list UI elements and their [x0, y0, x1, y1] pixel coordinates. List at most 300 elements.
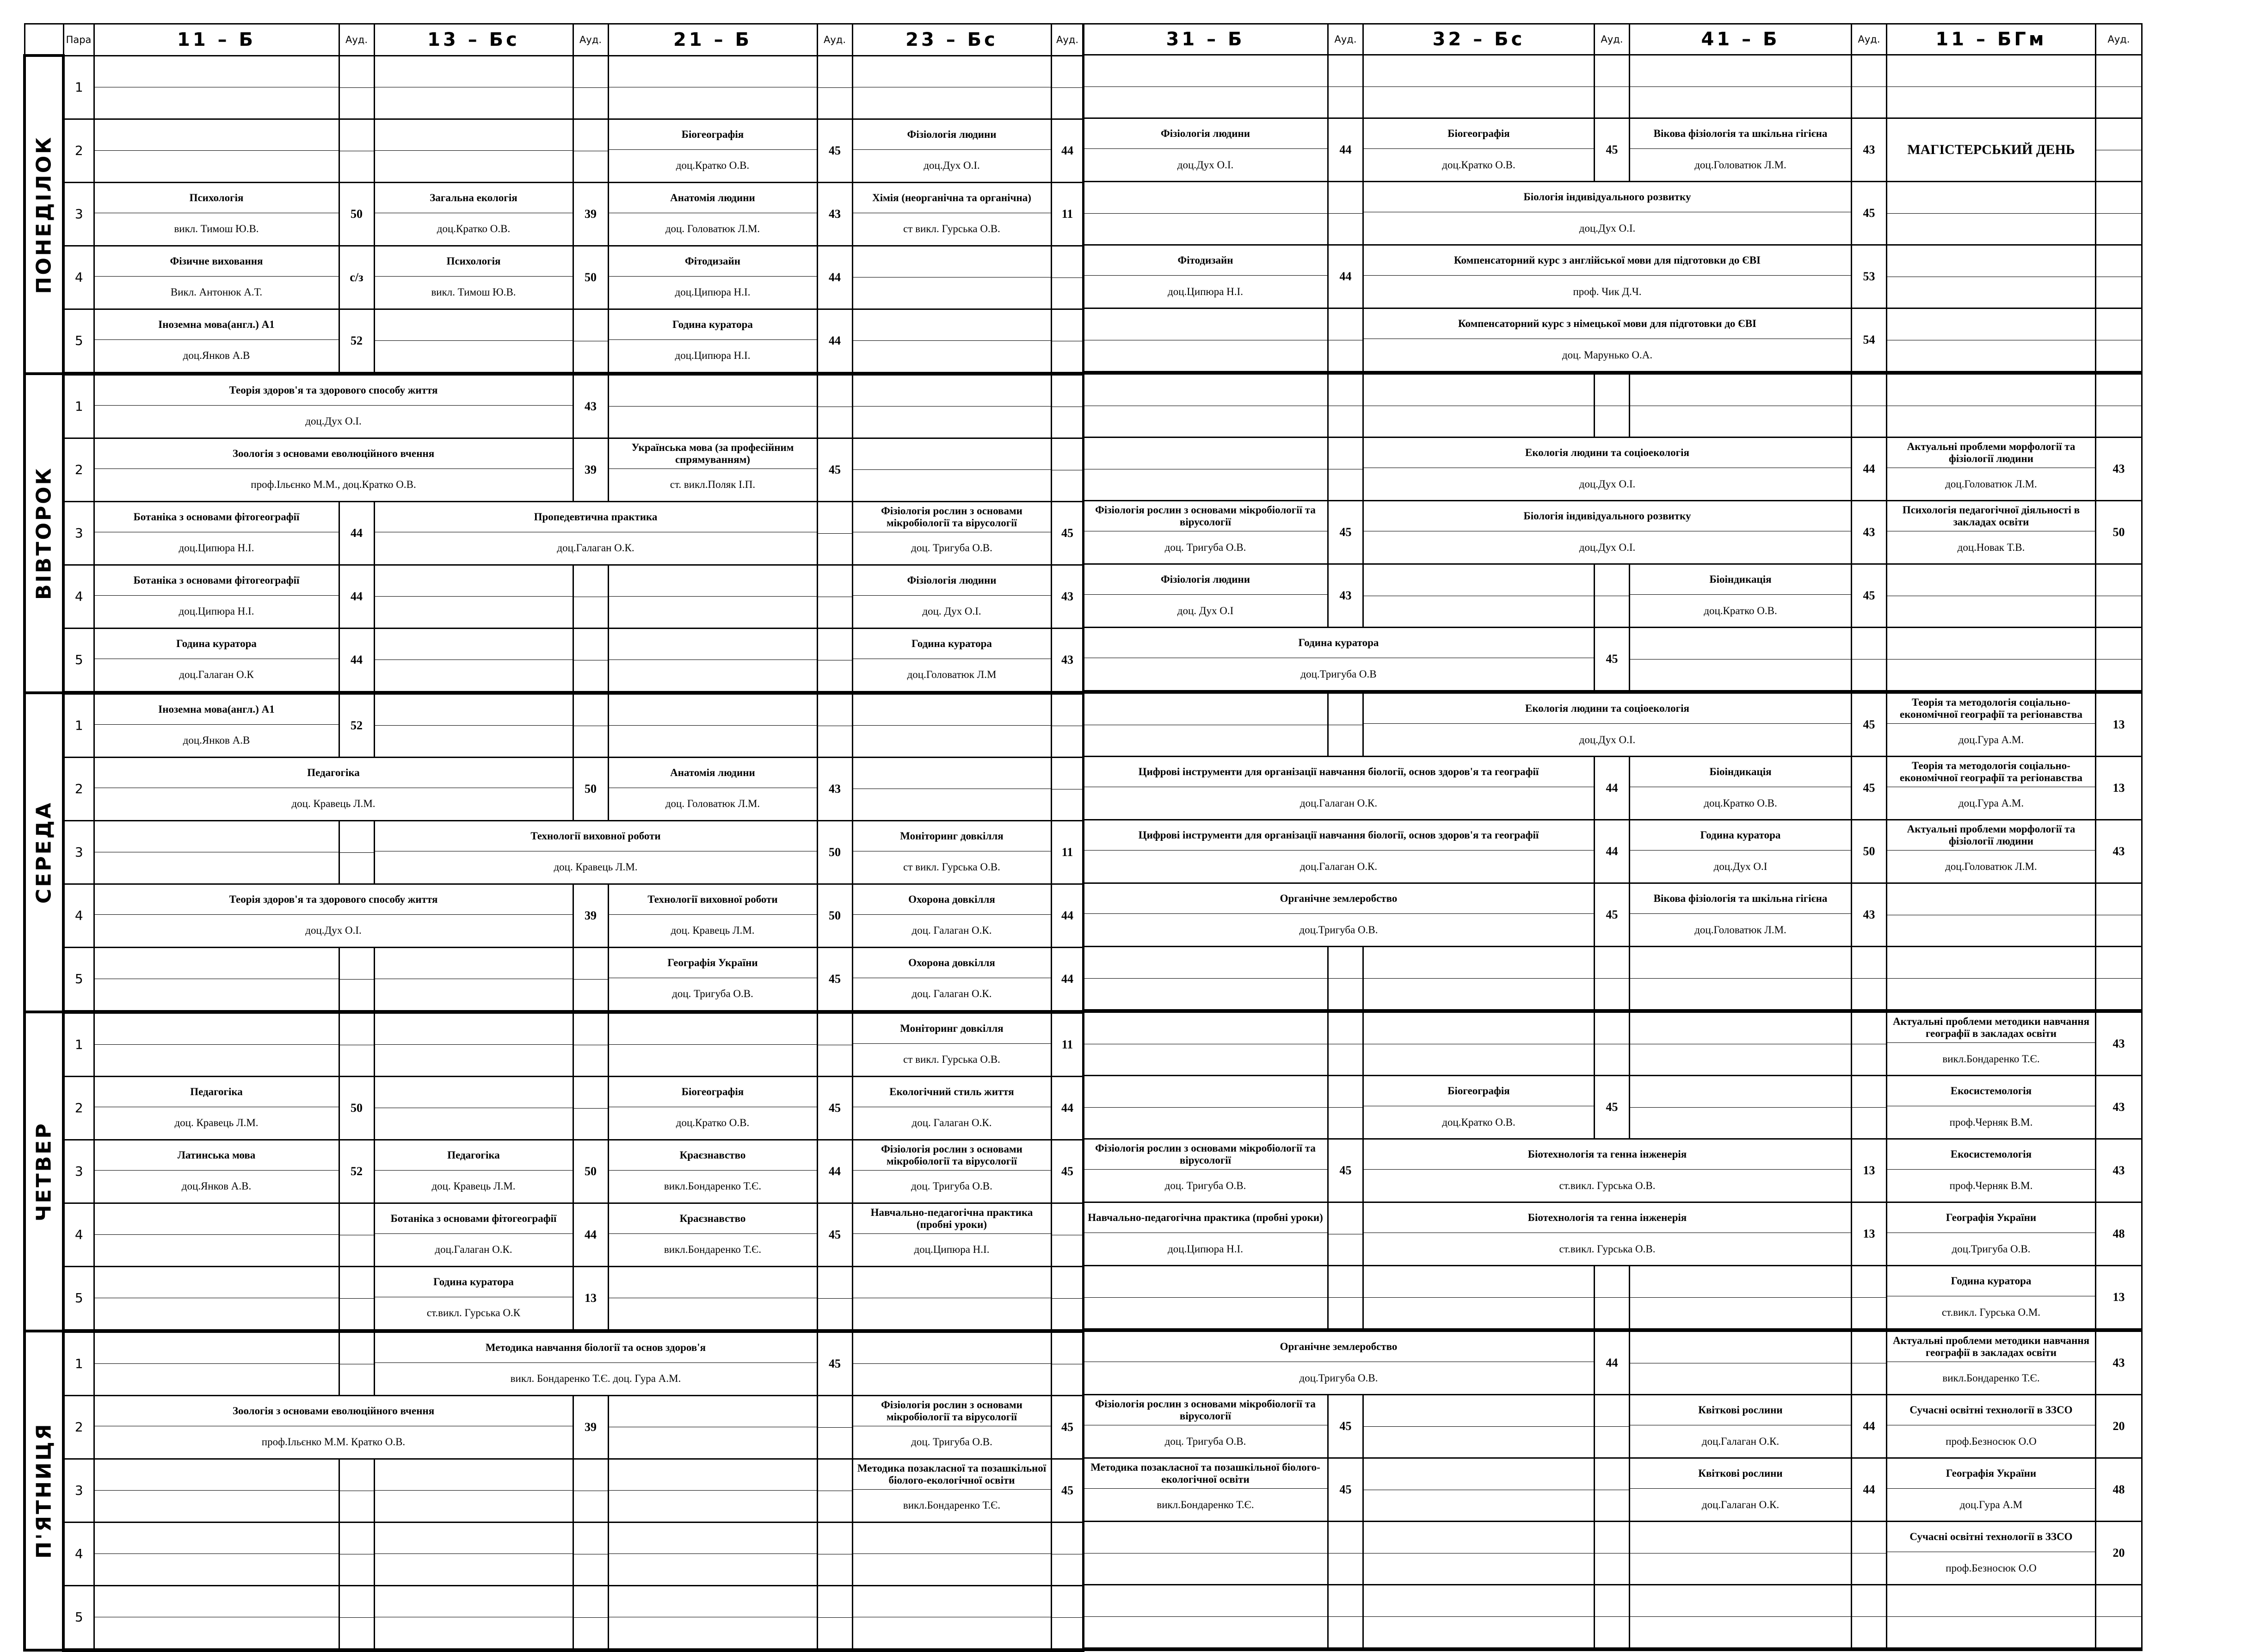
- teacher-name: доц.Дух О.І.: [1579, 222, 1636, 234]
- lesson-cell[interactable]: [1083, 628, 1595, 692]
- lesson-cell[interactable]: [608, 757, 817, 820]
- teacher-name: доц.Дух О.І: [1713, 860, 1767, 872]
- teacher-name: доц. Тригуба О.В.: [672, 988, 753, 999]
- lesson-cell[interactable]: [1630, 947, 1852, 1011]
- lesson-cell[interactable]: [94, 438, 573, 501]
- lesson-cell[interactable]: [1887, 1395, 2096, 1458]
- room-number: [339, 1585, 374, 1650]
- room-number: 52: [339, 693, 374, 758]
- lesson-cell[interactable]: [1083, 1266, 1328, 1331]
- lesson-cell[interactable]: [374, 628, 573, 693]
- lesson-cell[interactable]: [1083, 757, 1595, 820]
- lesson-cell[interactable]: [94, 182, 339, 246]
- lesson-cell[interactable]: [1363, 1266, 1595, 1331]
- lesson-cell[interactable]: [1083, 564, 1328, 628]
- lesson-cell[interactable]: [94, 246, 339, 309]
- lesson-cell[interactable]: [94, 1331, 339, 1396]
- teacher-name: доц.Янков А.В.: [181, 1180, 252, 1192]
- lesson-cell[interactable]: [1363, 501, 1852, 564]
- lesson-cell[interactable]: [1887, 1076, 2096, 1139]
- lesson-cell[interactable]: [374, 1522, 573, 1585]
- room-number: 45: [1852, 692, 1887, 757]
- empty-slot: [1630, 375, 1851, 437]
- lesson-cell[interactable]: [374, 565, 573, 628]
- lesson-cell[interactable]: [608, 374, 817, 438]
- lesson-cell[interactable]: [608, 1266, 817, 1331]
- empty-slot: [375, 629, 573, 691]
- room-number: [2096, 564, 2142, 628]
- lesson-cell[interactable]: [1630, 883, 1852, 947]
- empty-slot: [1364, 375, 1594, 437]
- lesson-cell[interactable]: [608, 1522, 817, 1585]
- teacher-name: доц.Ципюра Н.І.: [1168, 285, 1243, 297]
- room-number: [573, 693, 608, 758]
- subject-name: Екосистемологія: [1887, 1140, 2095, 1170]
- room-number: 44: [817, 309, 852, 374]
- empty-slot: [375, 120, 573, 182]
- lesson-cell[interactable]: [1887, 883, 2096, 947]
- lesson-cell[interactable]: [1887, 692, 2096, 757]
- empty-slot: [375, 56, 573, 118]
- lesson-cell[interactable]: [1083, 1011, 1328, 1076]
- lesson-cell[interactable]: [1887, 182, 2096, 245]
- lesson-cell[interactable]: [608, 182, 817, 246]
- teacher-name: доц. Тригуба О.В.: [1164, 1435, 1246, 1447]
- subject-name: Психологія: [375, 247, 573, 277]
- empty-slot: [1364, 565, 1594, 627]
- lesson-cell[interactable]: [94, 693, 339, 758]
- teacher-name: проф.Ільєнко М.М. Кратко О.В.: [261, 1436, 406, 1448]
- lesson-cell[interactable]: [1083, 438, 1328, 501]
- lesson-cell[interactable]: [1083, 55, 1328, 118]
- lesson-cell[interactable]: [1630, 1330, 1852, 1395]
- lesson-cell[interactable]: [374, 1076, 573, 1140]
- lesson-cell[interactable]: [852, 884, 1051, 947]
- room-number: [573, 565, 608, 628]
- lesson-cell[interactable]: [1363, 1011, 1595, 1076]
- teacher-name: доц. Дух О.І: [1177, 604, 1234, 616]
- lesson-cell[interactable]: [374, 501, 817, 565]
- lesson-cell[interactable]: [94, 1140, 339, 1203]
- group-header-11bgm: 11 – БГм: [1887, 24, 2096, 55]
- empty-slot: [609, 1460, 817, 1522]
- room-number: [1595, 1522, 1630, 1585]
- subject-name: Квіткові рослини: [1630, 1395, 1851, 1425]
- lesson-cell[interactable]: [1887, 308, 2096, 373]
- lesson-cell[interactable]: [852, 1395, 1051, 1459]
- pair-number: 2: [63, 1395, 94, 1459]
- lesson-cell[interactable]: [94, 565, 339, 628]
- empty-slot: [1887, 1585, 2095, 1647]
- lesson-cell[interactable]: [1083, 1139, 1328, 1202]
- room-number: [1051, 1331, 1084, 1396]
- teacher-name: доц. Головатюк Л.М.: [665, 223, 760, 234]
- lesson-cell[interactable]: [1363, 55, 1595, 118]
- lesson-cell[interactable]: [94, 1012, 339, 1077]
- para-header: Пара: [63, 24, 94, 56]
- lesson-cell[interactable]: [1630, 1458, 1852, 1522]
- lesson-cell[interactable]: [1887, 501, 2096, 564]
- teacher-name: доц. Кравець Л.М.: [554, 861, 638, 873]
- lesson-cell[interactable]: [1363, 373, 1595, 438]
- subject-name: Охорона довкілля: [853, 885, 1051, 915]
- lesson-cell[interactable]: [608, 119, 817, 182]
- empty-slot: [1630, 1585, 1851, 1647]
- lesson-cell[interactable]: [94, 1585, 339, 1650]
- lesson-cell[interactable]: [1083, 118, 1328, 182]
- lesson-cell[interactable]: [94, 1076, 339, 1140]
- room-number: 43: [1852, 501, 1887, 564]
- lesson-cell[interactable]: [1887, 1011, 2096, 1076]
- lesson-cell[interactable]: [852, 947, 1051, 1012]
- lesson-cell[interactable]: [608, 55, 817, 119]
- lesson-cell[interactable]: [1363, 1395, 1595, 1458]
- empty-slot: [1084, 438, 1327, 500]
- subject-name: Краєзнавство: [609, 1204, 817, 1234]
- lesson-cell[interactable]: [374, 947, 573, 1012]
- lesson-cell[interactable]: [608, 1459, 817, 1522]
- lesson-cell[interactable]: [94, 55, 339, 119]
- lesson-cell[interactable]: [608, 309, 817, 374]
- lesson-cell[interactable]: [852, 374, 1051, 438]
- room-number: 43: [2096, 820, 2142, 883]
- pair-number: 4: [63, 1522, 94, 1585]
- room-number: [1852, 1076, 1887, 1139]
- lesson-cell[interactable]: [1083, 883, 1595, 947]
- lesson-cell[interactable]: [94, 820, 339, 884]
- lesson-cell[interactable]: [94, 501, 339, 565]
- lesson-cell[interactable]: [374, 1459, 573, 1522]
- pair-number: 2: [63, 119, 94, 182]
- teacher-name: ст викл. Гурська О.В.: [903, 223, 1000, 234]
- subject-name: Біогеографія: [609, 120, 817, 150]
- lesson-cell[interactable]: [1363, 1202, 1852, 1266]
- lesson-cell[interactable]: [1083, 1202, 1328, 1266]
- room-number: [573, 1076, 608, 1140]
- lesson-cell[interactable]: [1887, 245, 2096, 308]
- teacher-name: доц.Кратко О.В.: [676, 1117, 750, 1128]
- lesson-cell[interactable]: [374, 182, 573, 246]
- lesson-cell[interactable]: [1363, 308, 1852, 373]
- room-number: [817, 1585, 852, 1650]
- group-header-31b: 31 – Б: [1083, 24, 1328, 55]
- lesson-cell[interactable]: [1083, 1330, 1595, 1395]
- lesson-cell[interactable]: [1887, 438, 2096, 501]
- empty-slot: [1364, 1459, 1594, 1521]
- teacher-name: доц.Кратко О.В.: [437, 223, 511, 234]
- lesson-cell[interactable]: [374, 1012, 573, 1077]
- lesson-cell[interactable]: [1887, 1330, 2096, 1395]
- subject-name: Екосистемологія: [1887, 1076, 2095, 1106]
- room-number: 39: [573, 1395, 608, 1459]
- subject-name: Органічне землеробство: [1084, 1332, 1594, 1362]
- pair-number: 1: [63, 693, 94, 758]
- lesson-cell[interactable]: [852, 1203, 1051, 1266]
- lesson-cell[interactable]: [1363, 1458, 1595, 1522]
- lesson-cell[interactable]: [608, 947, 817, 1012]
- lesson-cell[interactable]: [374, 55, 573, 119]
- room-number: [817, 374, 852, 438]
- lesson-cell[interactable]: [852, 628, 1051, 693]
- lesson-cell[interactable]: [374, 1140, 573, 1203]
- lesson-cell[interactable]: [1083, 501, 1328, 564]
- lesson-cell[interactable]: [608, 1140, 817, 1203]
- room-number: 44: [1328, 245, 1363, 308]
- lesson-cell[interactable]: [374, 309, 573, 374]
- lesson-cell[interactable]: [1083, 1585, 1328, 1650]
- lesson-cell[interactable]: [1083, 182, 1328, 245]
- teacher-name: викл.Бондаренко Т.Є.: [664, 1180, 762, 1192]
- empty-slot: [609, 1586, 817, 1648]
- subject-name: Органічне землеробство: [1084, 884, 1594, 914]
- subject-name: Компенсаторний курс з німецької мови для підготовки до ЄВІ: [1364, 309, 1851, 339]
- lesson-cell[interactable]: [852, 1140, 1051, 1203]
- lesson-cell[interactable]: [94, 309, 339, 374]
- day-label: ВІВТОРОК: [25, 374, 63, 693]
- lesson-cell[interactable]: [1630, 373, 1852, 438]
- room-number: [817, 501, 852, 565]
- lesson-cell[interactable]: [852, 309, 1051, 374]
- room-number: [573, 1012, 608, 1077]
- lesson-cell[interactable]: [1363, 564, 1595, 628]
- empty-slot: [853, 1586, 1051, 1648]
- lesson-cell[interactable]: [374, 820, 817, 884]
- lesson-cell[interactable]: [852, 565, 1051, 628]
- room-number: 44: [1051, 884, 1084, 947]
- lesson-cell[interactable]: [1363, 182, 1852, 245]
- lesson-cell[interactable]: [94, 119, 339, 182]
- lesson-cell[interactable]: [1630, 1585, 1852, 1650]
- empty-slot: [375, 566, 573, 628]
- lesson-cell[interactable]: [1083, 1076, 1328, 1139]
- lesson-cell[interactable]: [608, 1585, 817, 1650]
- group-header-11b: 11 – Б: [94, 24, 339, 56]
- teacher-name: доц.Головатюк Л.М.: [1945, 478, 2037, 490]
- aud-header: Ауд.: [817, 24, 852, 56]
- lesson-cell[interactable]: [1887, 1458, 2096, 1522]
- teacher-name: ст викл. Гурська О.В.: [903, 1054, 1000, 1065]
- lesson-cell[interactable]: [852, 438, 1051, 501]
- lesson-cell[interactable]: [94, 1266, 339, 1331]
- empty-slot: [375, 1077, 573, 1139]
- empty-slot: [1887, 246, 2095, 308]
- empty-slot: [1084, 1522, 1327, 1584]
- room-number: 50: [1852, 820, 1887, 883]
- lesson-cell[interactable]: [1363, 438, 1852, 501]
- lesson-cell[interactable]: [852, 1266, 1051, 1331]
- lesson-cell[interactable]: [1363, 118, 1595, 182]
- empty-slot: [95, 56, 339, 118]
- lesson-cell[interactable]: [94, 947, 339, 1012]
- lesson-cell[interactable]: [374, 693, 573, 758]
- empty-slot: [609, 695, 817, 757]
- lesson-cell[interactable]: [1887, 373, 2096, 438]
- lesson-cell[interactable]: [374, 119, 573, 182]
- teacher-name: доц.Дух О.І.: [305, 925, 362, 936]
- lesson-cell[interactable]: [94, 374, 573, 438]
- lesson-cell[interactable]: [852, 757, 1051, 820]
- lesson-cell[interactable]: [852, 55, 1051, 119]
- lesson-cell[interactable]: [608, 693, 817, 758]
- lesson-cell[interactable]: [1887, 757, 2096, 820]
- room-number: 44: [1051, 1076, 1084, 1140]
- teacher-name: ст.викл. Гурська О.К: [426, 1307, 521, 1319]
- room-number: [1852, 55, 1887, 118]
- lesson-cell[interactable]: [852, 501, 1051, 565]
- lesson-cell[interactable]: [1083, 947, 1328, 1011]
- room-number: [1852, 1011, 1887, 1076]
- lesson-cell[interactable]: [608, 438, 817, 501]
- lesson-cell[interactable]: [94, 1459, 339, 1522]
- lesson-cell[interactable]: [1083, 820, 1595, 883]
- lesson-cell[interactable]: [94, 1203, 339, 1266]
- lesson-cell[interactable]: [1083, 1395, 1328, 1458]
- lesson-cell[interactable]: [608, 884, 817, 947]
- teacher-name: доц. Кравець Л.М.: [431, 1180, 516, 1192]
- lesson-cell[interactable]: [374, 1585, 573, 1650]
- subject-name: Сучасні освітні технології в ЗЗСО: [1887, 1522, 2095, 1552]
- lesson-cell[interactable]: [1630, 1395, 1852, 1458]
- lesson-cell[interactable]: [1887, 1522, 2096, 1585]
- aud-header: Ауд.: [1595, 24, 1630, 55]
- empty-slot: [853, 247, 1051, 308]
- lesson-cell[interactable]: [1887, 118, 2096, 182]
- room-number: 44: [1595, 820, 1630, 883]
- lesson-cell[interactable]: [1363, 1585, 1595, 1650]
- lesson-cell[interactable]: [1887, 947, 2096, 1011]
- room-number: [2096, 883, 2142, 947]
- room-number: [1595, 564, 1630, 628]
- lesson-cell[interactable]: [1363, 1139, 1852, 1202]
- room-number: 45: [817, 1203, 852, 1266]
- lesson-cell[interactable]: [1630, 55, 1852, 118]
- pair-number: 3: [63, 1140, 94, 1203]
- lesson-cell[interactable]: [1887, 1585, 2096, 1650]
- subject-name: Квіткові рослини: [1630, 1459, 1851, 1489]
- room-number: 45: [817, 1076, 852, 1140]
- room-number: 45: [817, 119, 852, 182]
- room-number: [2096, 308, 2142, 373]
- lesson-cell[interactable]: [1363, 245, 1852, 308]
- lesson-cell[interactable]: [1630, 1522, 1852, 1585]
- lesson-cell[interactable]: [608, 628, 817, 693]
- lesson-cell[interactable]: [1083, 1522, 1328, 1585]
- room-number: [1595, 55, 1630, 118]
- lesson-cell[interactable]: [1630, 564, 1852, 628]
- lesson-cell[interactable]: [1887, 820, 2096, 883]
- lesson-cell[interactable]: [1083, 373, 1328, 438]
- empty-slot: [375, 695, 573, 757]
- lesson-cell[interactable]: [852, 182, 1051, 246]
- room-number: [1328, 1076, 1363, 1139]
- lesson-cell[interactable]: [608, 1203, 817, 1266]
- lesson-cell[interactable]: [1887, 1202, 2096, 1266]
- subject-name: Теорія здоров'я та здорового способу життя: [95, 376, 573, 406]
- subject-name: Технології виховної роботи: [375, 821, 817, 851]
- pair-number: 4: [63, 884, 94, 947]
- lesson-cell[interactable]: [1363, 1076, 1595, 1139]
- empty-slot: [1364, 947, 1594, 1009]
- lesson-cell[interactable]: [852, 1076, 1051, 1140]
- lesson-cell[interactable]: [1363, 947, 1595, 1011]
- teacher-name: викл.Бондаренко Т.Є.: [1942, 1372, 2040, 1384]
- lesson-cell[interactable]: [1630, 757, 1852, 820]
- room-number: [2096, 1585, 2142, 1650]
- lesson-cell[interactable]: [1887, 1266, 2096, 1331]
- lesson-cell[interactable]: [94, 884, 573, 947]
- lesson-cell[interactable]: [1630, 1011, 1852, 1076]
- lesson-cell[interactable]: [852, 1585, 1051, 1650]
- lesson-cell[interactable]: [1083, 308, 1328, 373]
- lesson-cell[interactable]: [94, 1522, 339, 1585]
- lesson-cell[interactable]: [852, 820, 1051, 884]
- room-number: 52: [339, 309, 374, 374]
- empty-slot: [853, 1523, 1051, 1585]
- empty-slot: [1364, 1585, 1594, 1647]
- lesson-cell[interactable]: [1363, 692, 1852, 757]
- empty-slot: [1084, 182, 1327, 244]
- lesson-cell[interactable]: [94, 757, 573, 820]
- room-number: 43: [2096, 1139, 2142, 1202]
- group-header-21b: 21 – Б: [608, 24, 817, 56]
- empty-slot: [1364, 55, 1594, 117]
- lesson-cell[interactable]: [608, 1076, 817, 1140]
- lesson-cell[interactable]: [1887, 628, 2096, 692]
- lesson-cell[interactable]: [852, 119, 1051, 182]
- lesson-cell[interactable]: [1630, 628, 1852, 692]
- lesson-cell[interactable]: [852, 1012, 1051, 1077]
- lesson-cell[interactable]: [852, 1459, 1051, 1522]
- lesson-cell[interactable]: [1887, 55, 2096, 118]
- lesson-cell[interactable]: [1887, 564, 2096, 628]
- group-header-41b: 41 – Б: [1630, 24, 1852, 55]
- room-number: [2096, 373, 2142, 438]
- lesson-cell[interactable]: [852, 1522, 1051, 1585]
- lesson-cell[interactable]: [852, 246, 1051, 309]
- subject-name: Біотехнологія та генна інженерія: [1364, 1203, 1851, 1233]
- room-number: [1051, 438, 1084, 501]
- lesson-cell[interactable]: [1630, 1266, 1852, 1331]
- lesson-cell[interactable]: [608, 1012, 817, 1077]
- lesson-cell[interactable]: [1630, 1076, 1852, 1139]
- lesson-cell[interactable]: [608, 565, 817, 628]
- lesson-cell[interactable]: [374, 1266, 573, 1331]
- lesson-cell[interactable]: [94, 1395, 573, 1459]
- lesson-cell[interactable]: [1630, 820, 1852, 883]
- pair-number: 5: [63, 628, 94, 693]
- pair-number: 3: [63, 1459, 94, 1522]
- lesson-cell[interactable]: [608, 246, 817, 309]
- empty-slot: [1630, 1522, 1851, 1584]
- lesson-cell[interactable]: [1083, 1458, 1328, 1522]
- subject-name: Біогеографія: [609, 1077, 817, 1107]
- lesson-cell[interactable]: [1083, 692, 1328, 757]
- lesson-cell[interactable]: [608, 1395, 817, 1459]
- lesson-cell[interactable]: [852, 693, 1051, 758]
- teacher-name: викл.Бондаренко Т.Є.: [1157, 1498, 1254, 1510]
- lesson-cell[interactable]: [374, 246, 573, 309]
- lesson-cell[interactable]: [852, 1331, 1051, 1396]
- lesson-cell[interactable]: [374, 1203, 573, 1266]
- lesson-cell[interactable]: [1083, 245, 1328, 308]
- empty-slot: [1364, 1013, 1594, 1075]
- lesson-cell[interactable]: [1887, 1139, 2096, 1202]
- lesson-cell[interactable]: [374, 1331, 817, 1396]
- lesson-cell[interactable]: [94, 628, 339, 693]
- lesson-cell[interactable]: [1363, 1522, 1595, 1585]
- subject-name: Біогеографія: [1364, 1076, 1594, 1106]
- lesson-cell[interactable]: [1630, 118, 1852, 182]
